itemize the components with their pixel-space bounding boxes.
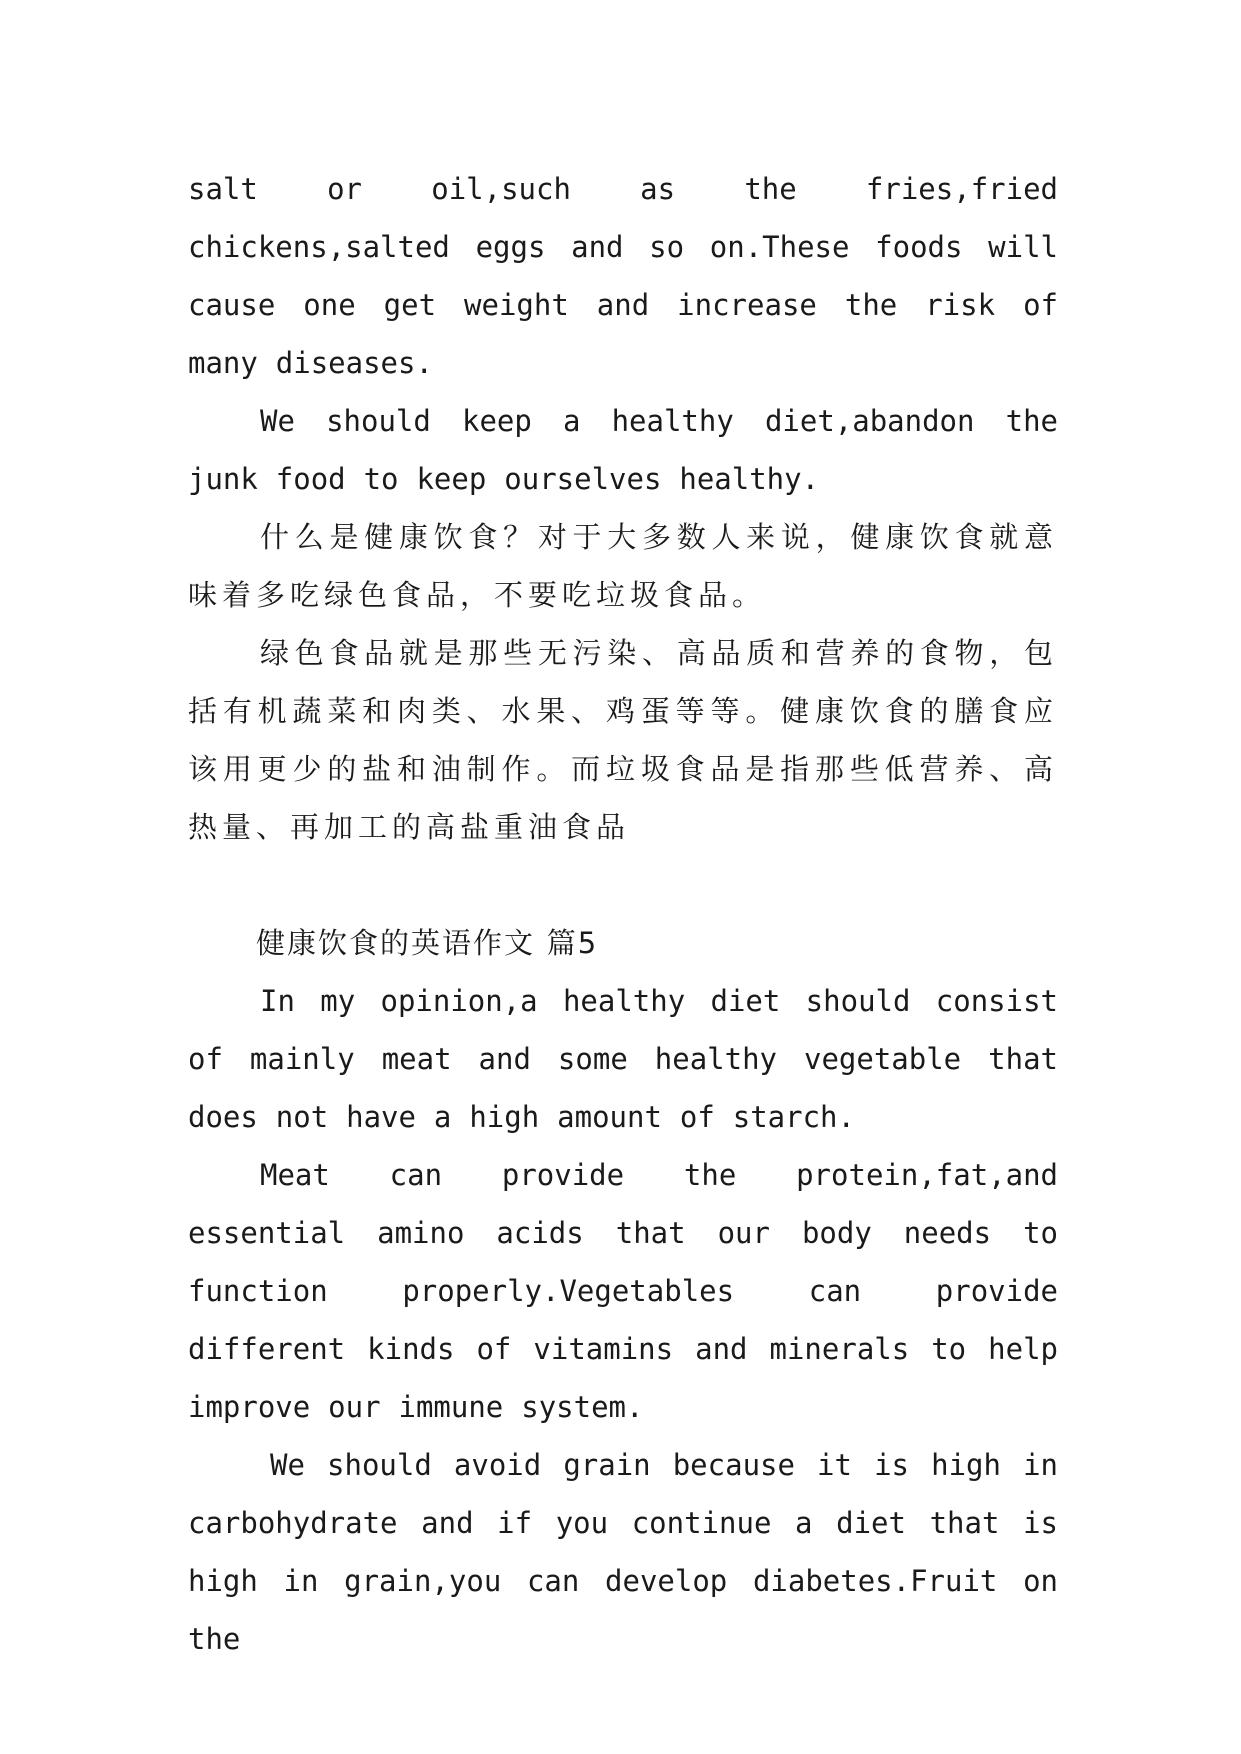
section-title: 健康饮食的英语作文 篇5	[256, 926, 599, 960]
paragraph-meat-vegetables: Meat can provide the protein,fat,and essential amino acids that our body needs to function properly.Vegetables can provide different kinds of vitamins and minerals to help improve our immune system.	[188, 1158, 1058, 1424]
paragraph-chinese-green-food: 绿色食品就是那些无污染、高品质和营养的食物，包括有机蔬菜和肉类、水果、鸡蛋等等。健康饮食的膳食应该用更少的盐和油制作。而垃圾食品是指那些低营养、高热量、再加工的高盐重油食品	[188, 636, 1058, 844]
paragraph-avoid-grain: We should avoid grain because it is high in carbohydrate and if you continue a diet that is high in grain,you can develop diabetes.Fruit on the	[188, 1448, 1058, 1656]
paragraph-junk-food-description: salt or oil,such as the fries,fried chickens,salted eggs and so on.These foods will cause one get weight and increase the risk of many diseases.	[188, 172, 1058, 380]
paragraph-chinese-what-is-healthy-diet: 什么是健康饮食？对于大多数人来说，健康饮食就意味着多吃绿色食品，不要吃垃圾食品。	[188, 520, 1058, 612]
paragraph-healthy-diet-advice: We should keep a healthy diet,abandon the junk food to keep ourselves healthy.	[188, 404, 1058, 496]
document-body	[188, 160, 1058, 1668]
paragraph-opinion: In my opinion,a healthy diet should consist of mainly meat and some healthy vegetable that does not have a high amount of starch.	[188, 984, 1058, 1134]
